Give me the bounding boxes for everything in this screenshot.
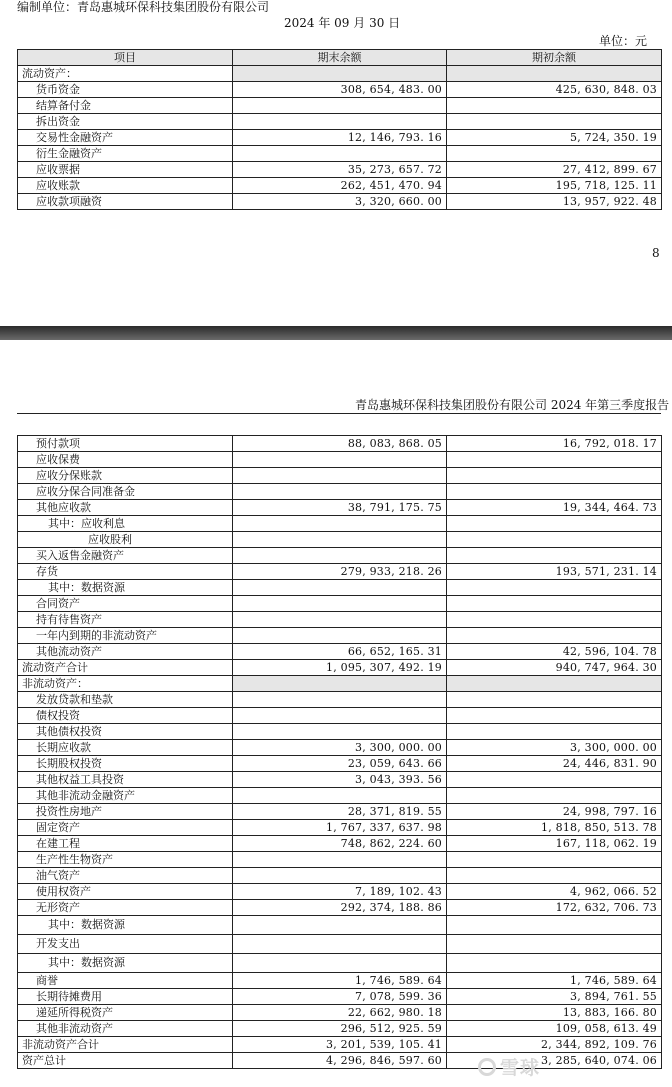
end-balance-cell — [233, 868, 447, 884]
table-row — [18, 900, 662, 916]
row-label: 其中：数据资源 — [18, 954, 233, 973]
table-row — [18, 564, 662, 580]
end-balance-cell — [233, 708, 447, 724]
table-row — [18, 130, 662, 146]
begin-balance-cell: 13, 957, 922. 48 — [447, 194, 662, 210]
table-row — [18, 868, 662, 884]
row-label: 其他权益工具投资 — [18, 772, 233, 788]
row-label: 无形资产 — [18, 900, 233, 916]
row-label: 其中：应收利息 — [18, 516, 233, 532]
end-balance-cell — [233, 516, 447, 532]
row-label: 衍生金融资产 — [18, 146, 233, 162]
end-balance-cell: 38, 791, 175. 75 — [233, 500, 447, 516]
table-row — [18, 612, 662, 628]
table-row — [18, 692, 662, 708]
begin-balance-cell — [447, 548, 662, 564]
begin-balance-cell — [447, 954, 662, 973]
table-row — [18, 468, 662, 484]
row-label: 其中：数据资源 — [18, 580, 233, 596]
end-balance-cell: 1, 767, 337, 637. 98 — [233, 820, 447, 836]
row-label: 其他流动资产 — [18, 644, 233, 660]
page-divider — [0, 326, 672, 340]
end-balance-cell — [233, 146, 447, 162]
end-balance-cell: 292, 374, 188. 86 — [233, 900, 447, 916]
end-balance-cell: 7, 189, 102. 43 — [233, 884, 447, 900]
compiling-unit: 编制单位：青岛惠城环保科技集团股份有限公司 — [17, 0, 270, 14]
row-label: 其他非流动资产 — [18, 1021, 233, 1037]
report-date: 2024 年 09 月 30 日 — [284, 16, 401, 30]
end-balance-cell: 23, 059, 643. 66 — [233, 756, 447, 772]
row-label: 其他应收款 — [18, 500, 233, 516]
begin-balance-cell — [447, 628, 662, 644]
table-row — [18, 788, 662, 804]
row-label: 预付款项 — [18, 436, 233, 452]
table-row — [18, 804, 662, 820]
table-row — [18, 756, 662, 772]
header-begin-balance: 期初余额 — [447, 50, 662, 66]
row-label: 投资性房地产 — [18, 804, 233, 820]
row-label: 固定资产 — [18, 820, 233, 836]
table-row — [18, 580, 662, 596]
table-row — [18, 1005, 662, 1021]
end-balance-cell: 3, 320, 660. 00 — [233, 194, 447, 210]
end-balance-cell: 35, 273, 657. 72 — [233, 162, 447, 178]
begin-balance-cell — [447, 452, 662, 468]
begin-balance-cell — [447, 468, 662, 484]
table-row — [18, 954, 662, 973]
end-balance-cell: 279, 933, 218. 26 — [233, 564, 447, 580]
begin-balance-cell: 13, 883, 166. 80 — [447, 1005, 662, 1021]
end-balance-cell: 296, 512, 925. 59 — [233, 1021, 447, 1037]
begin-balance-cell: 5, 724, 350. 19 — [447, 130, 662, 146]
end-balance-cell — [233, 954, 447, 973]
page-running-header: 青岛惠城环保科技集团股份有限公司 2024 年第三季度报告 — [355, 398, 670, 412]
end-balance-cell: 3, 300, 000. 00 — [233, 740, 447, 756]
end-balance-cell — [233, 724, 447, 740]
row-label: 流动资产合计 — [18, 660, 233, 676]
table-row — [18, 676, 662, 692]
balance-sheet-table-1 — [17, 49, 662, 210]
table-row — [18, 820, 662, 836]
begin-balance-cell — [447, 935, 662, 954]
begin-balance-cell: 3, 285, 640, 074. 06 — [447, 1053, 662, 1069]
row-label: 油气资产 — [18, 868, 233, 884]
begin-balance-cell: 167, 118, 062. 19 — [447, 836, 662, 852]
begin-balance-cell: 109, 058, 613. 49 — [447, 1021, 662, 1037]
table-row — [18, 114, 662, 130]
row-label: 一年内到期的非流动资产 — [18, 628, 233, 644]
begin-balance-cell: 4, 962, 066. 52 — [447, 884, 662, 900]
table-header-row — [18, 50, 662, 66]
end-balance-cell — [233, 852, 447, 868]
end-balance-cell — [233, 548, 447, 564]
row-label: 交易性金融资产 — [18, 130, 233, 146]
begin-balance-cell: 16, 792, 018. 17 — [447, 436, 662, 452]
begin-balance-cell: 24, 446, 831. 90 — [447, 756, 662, 772]
end-balance-cell: 28, 371, 819. 55 — [233, 804, 447, 820]
end-balance-cell — [233, 628, 447, 644]
begin-balance-cell — [447, 692, 662, 708]
end-balance-cell — [233, 98, 447, 114]
end-balance-cell: 1, 095, 307, 492. 19 — [233, 660, 447, 676]
end-balance-cell — [233, 114, 447, 130]
table-row — [18, 452, 662, 468]
begin-balance-cell: 172, 632, 706. 73 — [447, 900, 662, 916]
table-row — [18, 884, 662, 900]
end-balance-cell: 262, 451, 470. 94 — [233, 178, 447, 194]
begin-balance-cell: 3, 300, 000. 00 — [447, 740, 662, 756]
table-row — [18, 1053, 662, 1069]
table-row — [18, 98, 662, 114]
row-label: 发放贷款和垫款 — [18, 692, 233, 708]
begin-balance-cell: 1, 818, 850, 513. 78 — [447, 820, 662, 836]
row-label: 应收保费 — [18, 452, 233, 468]
end-balance-cell: 66, 652, 165. 31 — [233, 644, 447, 660]
table-row — [18, 973, 662, 989]
begin-balance-cell — [447, 146, 662, 162]
row-label: 拆出资金 — [18, 114, 233, 130]
begin-balance-cell: 1, 746, 589. 64 — [447, 973, 662, 989]
table-row — [18, 146, 662, 162]
table-row — [18, 708, 662, 724]
header-item: 项目 — [18, 50, 233, 66]
row-label: 其中：数据资源 — [18, 916, 233, 935]
begin-balance-cell — [447, 596, 662, 612]
begin-balance-cell: 3, 894, 761. 55 — [447, 989, 662, 1005]
table-row — [18, 178, 662, 194]
row-label: 资产总计 — [18, 1053, 233, 1069]
begin-balance-cell — [447, 788, 662, 804]
table-row — [18, 989, 662, 1005]
table-row — [18, 772, 662, 788]
row-label: 开发支出 — [18, 935, 233, 954]
row-label: 长期待摊费用 — [18, 989, 233, 1005]
end-balance-cell: 308, 654, 483. 00 — [233, 82, 447, 98]
begin-balance-cell — [447, 114, 662, 130]
end-balance-cell — [233, 532, 447, 548]
end-balance-cell: 3, 201, 539, 105. 41 — [233, 1037, 447, 1053]
begin-balance-cell — [447, 580, 662, 596]
end-balance-cell: 7, 078, 599. 36 — [233, 989, 447, 1005]
row-label: 应收分保账款 — [18, 468, 233, 484]
begin-balance-cell — [447, 868, 662, 884]
header-end-balance: 期末余额 — [233, 50, 447, 66]
table-row — [18, 935, 662, 954]
row-label: 在建工程 — [18, 836, 233, 852]
end-balance-cell — [233, 468, 447, 484]
begin-balance-cell: 195, 718, 125. 11 — [447, 178, 662, 194]
balance-sheet-table-2 — [17, 435, 662, 1069]
row-label: 非流动资产： — [18, 676, 233, 692]
begin-balance-cell — [447, 772, 662, 788]
row-label: 长期应收款 — [18, 740, 233, 756]
begin-balance-cell — [447, 916, 662, 935]
table-row — [18, 82, 662, 98]
watermark-logo-icon — [478, 1058, 496, 1076]
row-label: 商誉 — [18, 973, 233, 989]
end-balance-cell — [233, 916, 447, 935]
row-label: 应收票据 — [18, 162, 233, 178]
row-label: 结算备付金 — [18, 98, 233, 114]
begin-balance-cell: 42, 596, 104. 78 — [447, 644, 662, 660]
begin-balance-cell — [447, 676, 662, 692]
begin-balance-cell: 2, 344, 892, 109. 76 — [447, 1037, 662, 1053]
end-balance-cell — [233, 935, 447, 954]
begin-balance-cell: 425, 630, 848. 03 — [447, 82, 662, 98]
page-number: 8 — [652, 246, 660, 260]
unit-label: 单位：元 — [599, 34, 648, 48]
end-balance-cell — [233, 612, 447, 628]
row-label: 使用权资产 — [18, 884, 233, 900]
begin-balance-cell: 24, 998, 797. 16 — [447, 804, 662, 820]
table-row — [18, 548, 662, 564]
row-label: 应收分保合同准备金 — [18, 484, 233, 500]
table-row — [18, 1037, 662, 1053]
row-label: 生产性生物资产 — [18, 852, 233, 868]
end-balance-cell: 3, 043, 393. 56 — [233, 772, 447, 788]
table-row — [18, 740, 662, 756]
begin-balance-cell — [447, 724, 662, 740]
end-balance-cell — [233, 596, 447, 612]
row-label: 应收股利 — [18, 532, 233, 548]
begin-balance-cell — [447, 708, 662, 724]
row-label: 流动资产： — [18, 66, 233, 82]
row-label: 其他非流动金融资产 — [18, 788, 233, 804]
begin-balance-cell — [447, 516, 662, 532]
end-balance-cell — [233, 788, 447, 804]
table-row — [18, 660, 662, 676]
row-label: 长期股权投资 — [18, 756, 233, 772]
table-row — [18, 596, 662, 612]
table-row — [18, 500, 662, 516]
table-row — [18, 484, 662, 500]
end-balance-cell: 1, 746, 589. 64 — [233, 973, 447, 989]
row-label: 合同资产 — [18, 596, 233, 612]
row-label: 债权投资 — [18, 708, 233, 724]
table-row — [18, 516, 662, 532]
begin-balance-cell — [447, 484, 662, 500]
row-label: 递延所得税资产 — [18, 1005, 233, 1021]
header-rule — [17, 413, 661, 414]
table-row — [18, 836, 662, 852]
end-balance-cell: 22, 662, 980. 18 — [233, 1005, 447, 1021]
begin-balance-cell: 27, 412, 899. 67 — [447, 162, 662, 178]
end-balance-cell — [233, 676, 447, 692]
end-balance-cell: 4, 296, 846, 597. 60 — [233, 1053, 447, 1069]
table-row — [18, 532, 662, 548]
begin-balance-cell — [447, 852, 662, 868]
begin-balance-cell: 940, 747, 964. 30 — [447, 660, 662, 676]
end-balance-cell — [233, 452, 447, 468]
row-label: 持有待售资产 — [18, 612, 233, 628]
begin-balance-cell — [447, 98, 662, 114]
end-balance-cell — [233, 580, 447, 596]
row-label: 应收账款 — [18, 178, 233, 194]
watermark-text: 雪球 — [500, 1057, 541, 1079]
row-label: 买入返售金融资产 — [18, 548, 233, 564]
begin-balance-cell — [447, 532, 662, 548]
table-row — [18, 916, 662, 935]
row-label: 存货 — [18, 564, 233, 580]
table-row — [18, 66, 662, 82]
table-row — [18, 644, 662, 660]
table-row — [18, 162, 662, 178]
table-row — [18, 628, 662, 644]
row-label: 其他债权投资 — [18, 724, 233, 740]
table-row — [18, 194, 662, 210]
table-row — [18, 852, 662, 868]
end-balance-cell: 12, 146, 793. 16 — [233, 130, 447, 146]
row-label: 应收款项融资 — [18, 194, 233, 210]
end-balance-cell — [233, 692, 447, 708]
begin-balance-cell — [447, 612, 662, 628]
begin-balance-cell: 193, 571, 231. 14 — [447, 564, 662, 580]
begin-balance-cell — [447, 66, 662, 82]
table-row — [18, 1021, 662, 1037]
table-row — [18, 436, 662, 452]
end-balance-cell: 88, 083, 868. 05 — [233, 436, 447, 452]
table-row — [18, 724, 662, 740]
end-balance-cell: 748, 862, 224. 60 — [233, 836, 447, 852]
end-balance-cell — [233, 484, 447, 500]
end-balance-cell — [233, 66, 447, 82]
begin-balance-cell: 19, 344, 464. 73 — [447, 500, 662, 516]
row-label: 货币资金 — [18, 82, 233, 98]
row-label: 非流动资产合计 — [18, 1037, 233, 1053]
